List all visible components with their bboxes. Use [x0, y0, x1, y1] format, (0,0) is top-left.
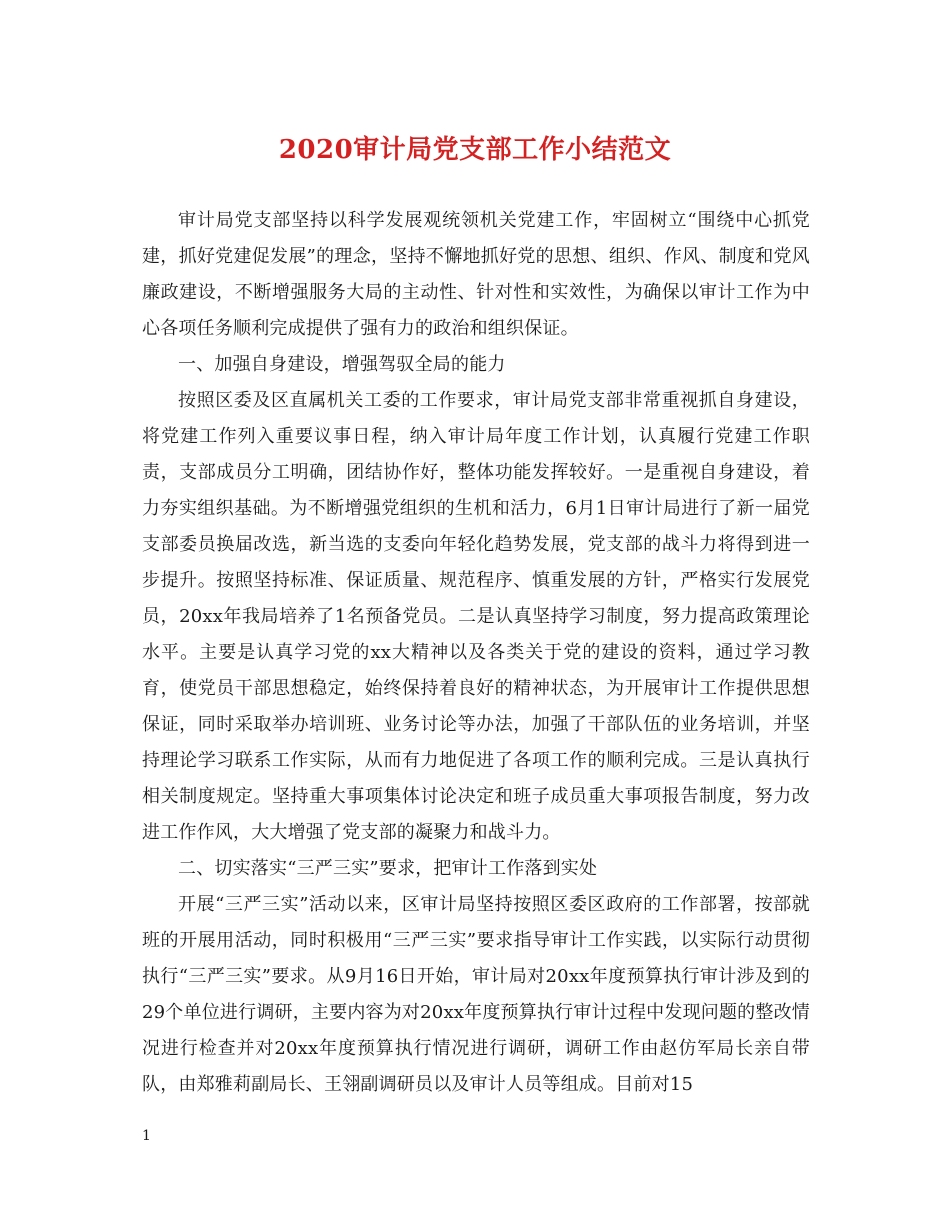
- section-heading-1: 一、加强自身建设，增强驾驭全局的能力: [178, 354, 506, 375]
- section-1-paragraph: 按照区委及区直属机关工委的工作要求，审计局党支部非常重视抓自身建设，将党建工作列入重要议事日程，纳入审计局年度工作计划，认真履行党建工作职责，支部成员分工明确，团结协作好，整体功能发挥较好。一是重视自身建设，着力夯实组织基础。为不断增强党组织的生机和活力，6月1日审计局进行了新一届党支部委员换届改选，新当选的支委向年轻化趋势发展，党支部的战斗力将得到进一步提升。按照坚持标准、保证质量、规范程序、慎重发展的方针，严格实行发展党员，20xx年我局培养了1名预备党员。二是认真坚持学习制度，努力提高政策理论水平。主要是认真学习党的xx大精神以及各类关于党的建设的资料，通过学习教育，使党员干部思想稳定，始终保持着良好的精神状态，为开展审计工作提供思想保证，同时采取举办培训班、业务讨论等办法，加强了干部队伍的业务培训，并坚持理论学习联系工作实际，从而有力地促进了各项工作的顺利完成。三是认真执行相关制度规定。坚持重大事项集体讨论决定和班子成员重大事项报告制度，努力改进工作作风，大大增强了党支部的凝聚力和战斗力。: [142, 390, 810, 843]
- page-number: 1: [142, 1128, 151, 1144]
- document-body: [142, 203, 810, 1103]
- section-2-paragraph: 开展“三严三实”活动以来，区审计局坚持按照区委区政府的工作部署，按部就班的开展用活动，同时积极用“三严三实”要求指导审计工作实践，以实际行动贯彻执行“三严三实”要求。从9月16日开始，审计局对20xx年度预算执行审计涉及到的29个单位进行调研，主要内容为对20xx年度预算执行审计过程中发现问题的整改情况进行检查并对20xx年度预算执行情况进行调研，调研工作由赵仿军局长亲自带队，由郑雅莉副局长、王翎副调研员以及审计人员等组成。目前对15: [142, 894, 810, 1095]
- section-heading-2: 二、切实落实“三严三实”要求，把审计工作落到实处: [178, 858, 598, 879]
- document-title: 2020审计局党支部工作小结范文: [278, 135, 672, 165]
- intro-paragraph: 审计局党支部坚持以科学发展观统领机关党建工作，牢固树立“围绕中心抓党建，抓好党建促发展”的理念，坚持不懈地抓好党的思想、组织、作风、制度和党风廉政建设，不断增强服务大局的主动性、针对性和实效性，为确保以审计工作为中心各项任务顺利完成提供了强有力的政治和组织保证。: [142, 210, 810, 339]
